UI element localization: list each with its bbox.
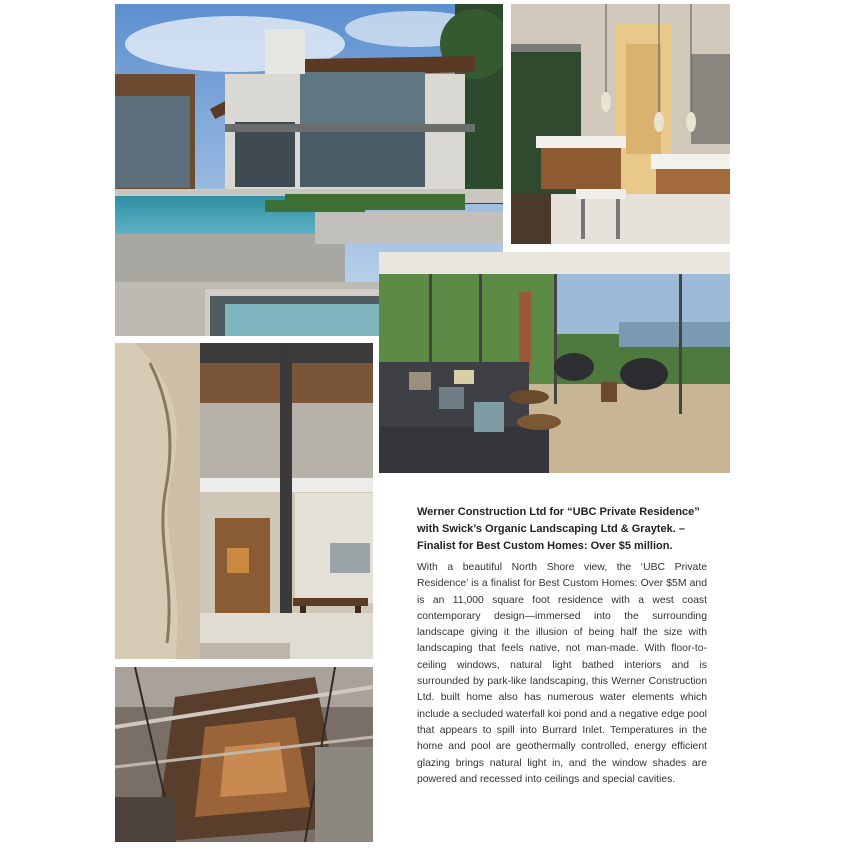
dining-hall-photo (115, 343, 373, 659)
living-room-photo (379, 252, 730, 473)
staircase-photo (115, 667, 373, 842)
bathroom-photo (511, 4, 730, 244)
article-heading: Werner Construction Ltd for “UBC Private Residence” with Swick’s Organic Landscaping Ltd & Graytek. – Finalist for Best Custom Homes: Over $5 million. (417, 506, 700, 552)
article-body: With a beautiful North Shore view, the ‘UBC Private Residence’ is a finalist for Best Custom Homes: Over $5M and is an 11,000 square foot residence with a west coast contemporary design—immersed into the surrounding landscape giving it the illusion of being half the size with landscaping that feels native, not man-made. With floor-to-ceiling windows, natural light bathed interiors and is surrounded by park-like landscaping, this Werner Construction Ltd. built home also has numerous water elements which include a secluded waterfall koi pond and a negative edge pool that appears to spill into Burrard Inlet. Temperatures in the home and pool are geothermally controlled, energy efficient glazing brings natural light in, and the window shades are powered and recessed into ceilings and special cavities. (417, 562, 707, 785)
article-text-block (417, 504, 707, 788)
